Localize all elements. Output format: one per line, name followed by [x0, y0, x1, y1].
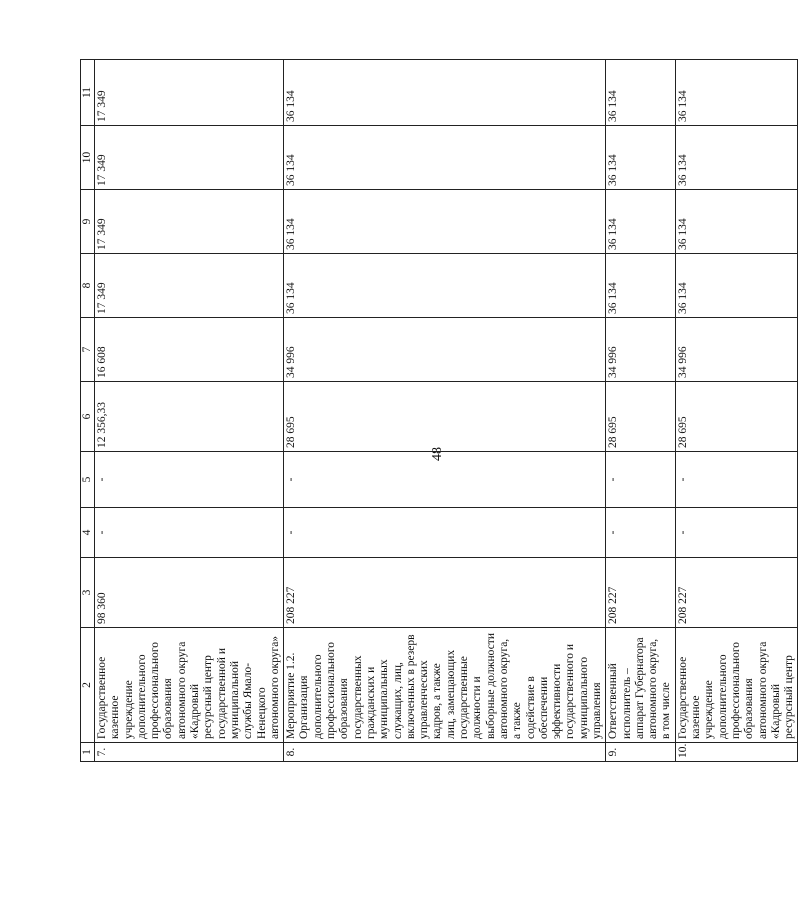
- header-cell: 3: [81, 558, 95, 628]
- cell-col4: -: [675, 508, 798, 558]
- table-row: [95, 60, 284, 762]
- header-row: [81, 60, 95, 762]
- header-cell: 11: [81, 60, 95, 126]
- cell-col5: -: [675, 452, 798, 508]
- cell-col7: 34 996: [606, 318, 675, 382]
- cell-col10: 36 134: [675, 126, 798, 190]
- cell-col9: 36 134: [284, 190, 606, 254]
- row-name: Ответственный исполнитель – аппарат Губернатора автономного округа, в том числе: [606, 628, 675, 743]
- cell-col5: -: [606, 452, 675, 508]
- cell-col10: 17 349: [95, 126, 284, 190]
- cell-col6: 12 356,33: [95, 382, 284, 452]
- cell-col8: 36 134: [675, 254, 798, 318]
- cell-col7: 34 996: [284, 318, 606, 382]
- cell-col10: 36 134: [606, 126, 675, 190]
- cell-col6: 28 695: [284, 382, 606, 452]
- cell-col11: 36 134: [675, 60, 798, 126]
- row-number: 7.: [95, 743, 284, 762]
- cell-col6: 28 695: [606, 382, 675, 452]
- row-number: 8.: [284, 743, 606, 762]
- cell-col6: 28 695: [675, 382, 798, 452]
- header-cell: 1: [81, 743, 95, 762]
- row-number: 10.: [675, 743, 798, 762]
- cell-col7: 16 608: [95, 318, 284, 382]
- cell-col9: 36 134: [606, 190, 675, 254]
- header-cell: 4: [81, 508, 95, 558]
- cell-col8: 36 134: [606, 254, 675, 318]
- cell-col7: 34 996: [675, 318, 798, 382]
- header-cell: 2: [81, 628, 95, 743]
- header-cell: 9: [81, 190, 95, 254]
- header-cell: 6: [81, 382, 95, 452]
- cell-col4: -: [606, 508, 675, 558]
- table-row: [675, 60, 798, 762]
- row-name: Государственное казенное учреждение дополнительного профессионального образования автономного округа «Кадровый ресурсный центр: [675, 628, 798, 743]
- cell-col11: 36 134: [284, 60, 606, 126]
- cell-col4: -: [284, 508, 606, 558]
- cell-col8: 36 134: [284, 254, 606, 318]
- header-cell: 10: [81, 126, 95, 190]
- table-row: [284, 60, 606, 762]
- cell-col3: 208 227: [675, 558, 798, 628]
- cell-col9: 17 349: [95, 190, 284, 254]
- header-cell: 7: [81, 318, 95, 382]
- cell-col4: -: [95, 508, 284, 558]
- cell-col8: 17 349: [95, 254, 284, 318]
- row-name: Государственное казенное учреждение дополнительного профессионального образования автономного округа «Кадровый ресурсный центр государственной и муниципальной службы Ямало- Ненецкого автономного округа»: [95, 628, 284, 743]
- cell-col11: 36 134: [606, 60, 675, 126]
- page-number: 48: [430, 447, 445, 461]
- cell-col9: 36 134: [675, 190, 798, 254]
- header-cell: 5: [81, 452, 95, 508]
- cell-col5: -: [284, 452, 606, 508]
- cell-col3: 98 360: [95, 558, 284, 628]
- cell-col3: 208 227: [284, 558, 606, 628]
- cell-col10: 36 134: [284, 126, 606, 190]
- header-cell: 8: [81, 254, 95, 318]
- cell-col5: -: [95, 452, 284, 508]
- row-number: 9.: [606, 743, 675, 762]
- budget-table: [80, 59, 798, 762]
- row-name: Мероприятие 1.2. Организация дополнительного профессионального образования государственных гражданских и муниципальных служащих, лиц, включенных в резерв управленческих кадров, а также лиц, замещающих государственные должности и выборные должности автономного округа, а также содействие в обеспечении эффективности государственного и муниципального управления: [284, 628, 606, 743]
- cell-col3: 208 227: [606, 558, 675, 628]
- table-row: [606, 60, 675, 762]
- cell-col11: 17 349: [95, 60, 284, 126]
- rotated-table-sheet: [80, 60, 796, 762]
